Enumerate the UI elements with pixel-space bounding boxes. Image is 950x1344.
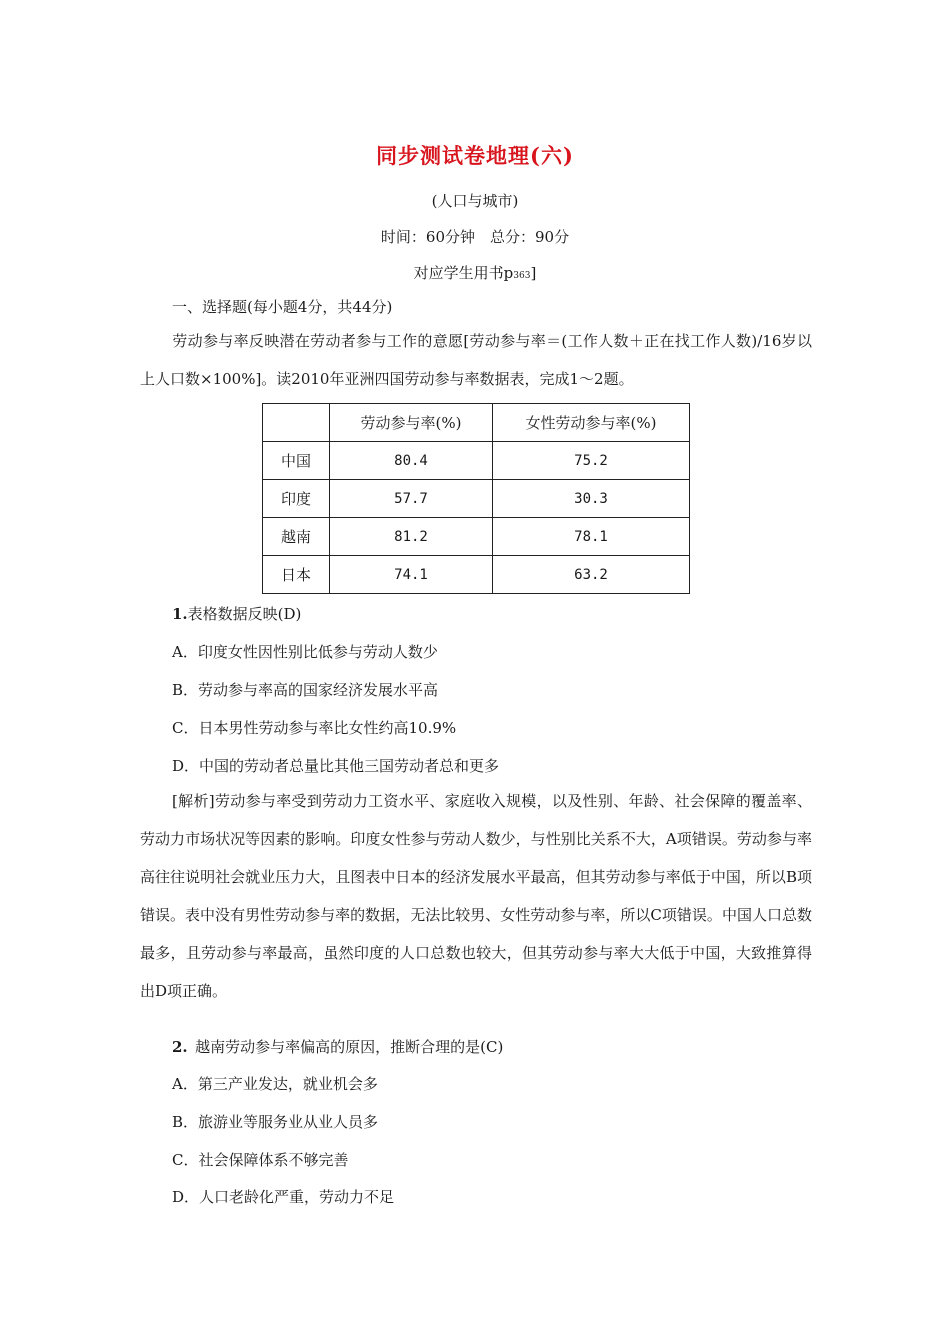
question-1-stem: 表格数据反映(D) — [187, 605, 302, 623]
q2-option-c: C．社会保障体系不够完善 — [172, 1151, 349, 1169]
country-cell: 日本 — [263, 556, 330, 594]
rate-cell: 74.1 — [330, 556, 493, 594]
female-rate-cell: 63.2 — [493, 556, 690, 594]
q1-option-c: C．日本男性劳动参与率比女性约高10.9% — [172, 719, 457, 737]
q2-option-d: D．人口老龄化严重，劳动力不足 — [172, 1188, 395, 1206]
q2-option-a: A．第三产业发达，就业机会多 — [172, 1075, 378, 1093]
rate-cell: 57.7 — [330, 480, 493, 518]
table-row — [263, 480, 690, 518]
country-cell: 中国 — [263, 442, 330, 480]
table-header-row — [263, 404, 690, 442]
q1-option-b: B．劳动参与率高的国家经济发展水平高 — [172, 681, 439, 699]
female-rate-cell: 75.2 — [493, 442, 690, 480]
q1-analysis-text: [解析]劳动参与率受到劳动力工资水平、家庭收入规模，以及性别、年龄、社会保障的覆盖率、劳动力市场状况等因素的影响。印度女性参与劳动人数少，与性别比关系不大，A项错误。劳动参与率高往往说明社会就业压力大，且图表中日本的经济发展水平最高，但其劳动参与率低于中国，所以B项错误。表中没有男性劳动参与率的数据，无法比较男、女性劳动参与率，所以C项错误。中国人口总数最多，且劳动参与率最高，虽然印度的人口总数也较大，但其劳动参与率大大低于中国，大致推算得出D项正确。 — [140, 792, 812, 1000]
time-info: 时间：60分钟 总分：90分 — [380, 228, 570, 246]
rate-cell: 81.2 — [330, 518, 493, 556]
female-rate-cell: 30.3 — [493, 480, 690, 518]
q2-option-b: B．旅游业等服务业从业人员多 — [172, 1113, 379, 1131]
table-header-cell: 劳动参与率(%) — [330, 404, 493, 442]
question-2 — [172, 1036, 503, 1057]
table-header-cell — [263, 404, 330, 442]
table-row — [263, 518, 690, 556]
question-2-stem: 越南劳动参与率偏高的原因，推断合理的是(C) — [195, 1038, 504, 1056]
table-row — [263, 556, 690, 594]
question-1-number: 1. — [172, 605, 188, 623]
book-reference — [0, 262, 950, 283]
book-ref-text: 对应学生用书p — [413, 264, 514, 282]
intro-text: 劳动参与率反映潜在劳动者参与工作的意愿[劳动参与率＝(工作人数＋正在找工作人数)/16岁以上人口数×100%]。读2010年亚洲四国劳动参与率数据表，完成1～2题。 — [140, 332, 812, 388]
country-cell: 越南 — [263, 518, 330, 556]
subtitle: (人口与城市) — [431, 192, 519, 210]
female-rate-cell: 78.1 — [493, 518, 690, 556]
table-row — [263, 442, 690, 480]
section-intro — [140, 322, 812, 398]
table-header-cell: 女性劳动参与率(%) — [493, 404, 690, 442]
book-ref-close: ] — [530, 264, 537, 282]
labor-participation-table — [262, 403, 690, 594]
country-cell: 印度 — [263, 480, 330, 518]
question-1 — [172, 603, 301, 624]
q1-option-a: A．印度女性因性别比低参与劳动人数少 — [172, 643, 438, 661]
q1-analysis — [140, 782, 812, 1010]
rate-cell: 80.4 — [330, 442, 493, 480]
question-2-number: 2. — [172, 1038, 188, 1056]
q1-option-d: D．中国的劳动者总量比其他三国劳动者总和更多 — [172, 757, 500, 775]
section-heading: 一、选择题(每小题4分，共44分) — [172, 298, 393, 316]
book-ref-page: 363 — [513, 271, 531, 281]
page-title: 同步测试卷地理(六) — [376, 143, 574, 168]
